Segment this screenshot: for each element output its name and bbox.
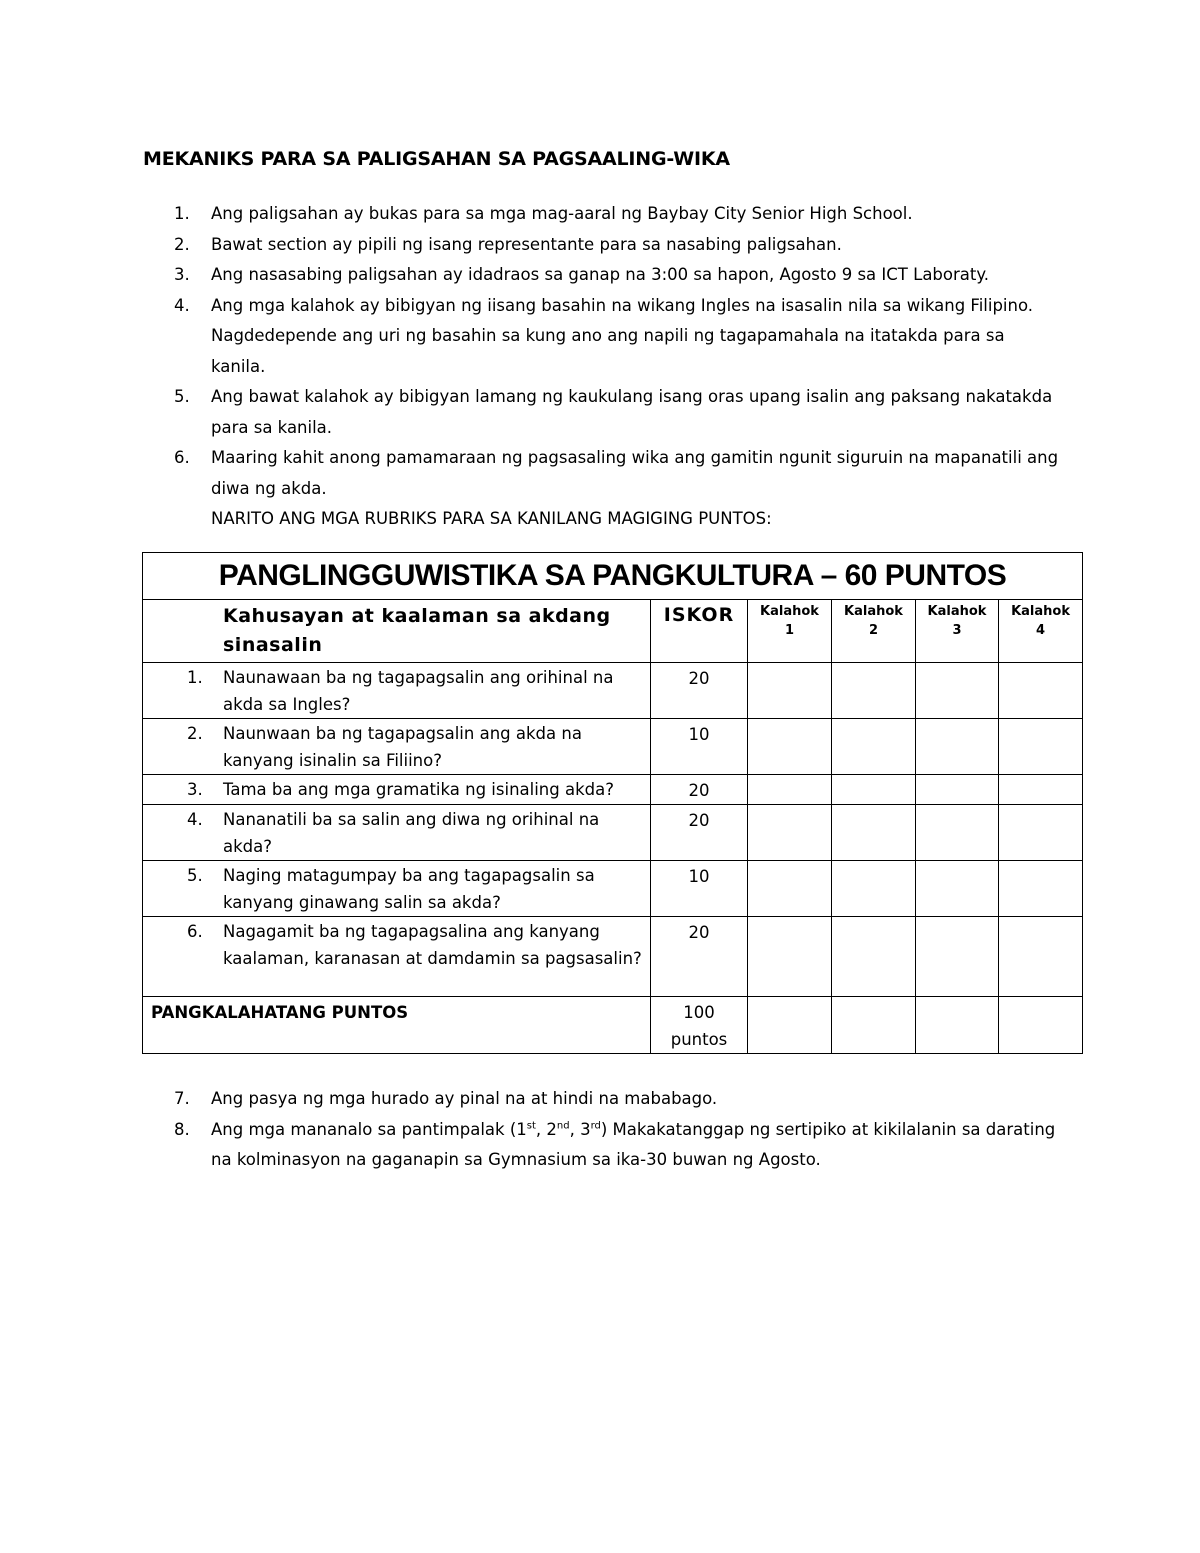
score-cell: 10: [651, 861, 748, 917]
total-score-cell: [651, 997, 748, 1054]
kalahok-1-header: [748, 600, 832, 663]
table-row: [143, 719, 1083, 775]
criterion-text: Nagagamit ba ng tagapagsalina ang kanyang kaalaman, karanasan at damdamin sa pagsasalin?: [223, 922, 642, 968]
rules-list-part1: [143, 199, 1063, 535]
kalahok-3-total-input[interactable]: [916, 997, 999, 1054]
rule-text-start: Ang mga mananalo sa pantimpalak (1: [211, 1119, 527, 1139]
kalahok-2-header: [832, 600, 916, 663]
score-cell: 20: [651, 775, 748, 805]
total-score-unit: puntos: [670, 1030, 728, 1049]
kalahok-4-score-input[interactable]: [999, 805, 1083, 861]
kalahok-3-score-input[interactable]: [916, 805, 999, 861]
kalahok-4-score-input[interactable]: [999, 719, 1083, 775]
kalahok-2-score-input[interactable]: [832, 917, 916, 997]
kalahok-4-score-input[interactable]: [999, 861, 1083, 917]
criterion-number: 1.: [187, 668, 203, 687]
kalahok-word: Kalahok: [760, 604, 819, 619]
criterion-cell: [143, 775, 651, 805]
kalahok-word: Kalahok: [1011, 604, 1070, 619]
rule-item-3: [143, 260, 1063, 291]
criterion-number: 6.: [187, 922, 203, 941]
rubric-table: [142, 552, 1083, 1054]
rubric-header-row: [143, 600, 1083, 663]
kalahok-4-header: [999, 600, 1083, 663]
kalahok-number: 1: [784, 623, 795, 638]
table-row: [143, 805, 1083, 861]
table-row: [143, 775, 1083, 805]
rule-text: Ang nasasabing paligsahan ay idadraos sa ganap na 3:00 sa hapon, Agosto 9 sa ICT Laboraty.: [211, 265, 990, 284]
criterion-text: Nananatili ba sa salin ang diwa ng orihinal na akda?: [223, 810, 600, 856]
score-cell: 20: [651, 663, 748, 719]
ordinal-suffix: st: [526, 1120, 536, 1131]
kalahok-1-score-input[interactable]: [748, 861, 832, 917]
kalahok-4-score-input[interactable]: [999, 775, 1083, 805]
rule-text: Ang mga kalahok ay bibigyan ng iisang basahin na wikang Ingles na isasalin nila sa wikang Filipino. Nagdedepende ang uri ng basahin sa kung ano ang napili ng tagapamahala na itatakda para sa kanila.: [211, 295, 1034, 376]
rule-text: Maaring kahit anong pamamaraan ng pagsasaling wika ang gamitin ngunit siguruin na mapanatili ang diwa ng akda.: [211, 448, 1059, 498]
kalahok-3-score-input[interactable]: [916, 663, 999, 719]
rule-item-1: [143, 199, 1063, 230]
kalahok-word: Kalahok: [927, 604, 987, 619]
rule-number: 6.: [174, 448, 190, 467]
rule-text-end: ) Makakatanggap ng sertipiko at kikilalanin sa darating na kolminasyon na gaganapin sa Gymnasium sa ika-30 buwan ng Agosto.: [211, 1119, 1056, 1169]
kalahok-2-total-input[interactable]: [832, 997, 916, 1054]
kalahok-2-score-input[interactable]: [832, 861, 916, 917]
rule-text: Ang bawat kalahok ay bibigyan lamang ng kaukulang isang oras upang isalin ang paksang nakatakda para sa kanila.: [211, 387, 1053, 437]
kalahok-1-score-input[interactable]: [748, 805, 832, 861]
document-title: MEKANIKS PARA SA PALIGSAHAN SA PAGSAALING-WIKA: [143, 148, 730, 170]
ordinal-suffix: rd: [590, 1120, 601, 1131]
kalahok-3-score-input[interactable]: [916, 861, 999, 917]
rule-item-8: [143, 1115, 1063, 1176]
kalahok-3-score-input[interactable]: [916, 719, 999, 775]
kalahok-4-score-input[interactable]: [999, 663, 1083, 719]
rule-text: Ang paligsahan ay bukas para sa mga mag-aaral ng Baybay City Senior High School.: [211, 204, 913, 223]
score-cell: 20: [651, 805, 748, 861]
total-row: [143, 997, 1083, 1054]
score-cell: 20: [651, 917, 748, 997]
criteria-header: Kahusayan at kaalaman sa akdang sinasalin: [143, 600, 651, 663]
rule-number: 2.: [174, 234, 190, 254]
kalahok-3-header: [916, 600, 999, 663]
kalahok-number: 2: [868, 623, 879, 638]
kalahok-3-score-input[interactable]: [916, 775, 999, 805]
score-cell: 10: [651, 719, 748, 775]
rule-number: 5.: [174, 387, 190, 406]
kalahok-word: Kalahok: [844, 604, 903, 619]
rule-number: 8.: [174, 1119, 190, 1139]
kalahok-4-total-input[interactable]: [999, 997, 1083, 1054]
rule-number: 3.: [174, 265, 190, 284]
table-row: [143, 663, 1083, 719]
criterion-text: Tama ba ang mga gramatika ng isinaling akda?: [223, 780, 614, 799]
kalahok-1-score-input[interactable]: [748, 719, 832, 775]
kalahok-1-score-input[interactable]: [748, 917, 832, 997]
criterion-number: 5.: [187, 866, 203, 885]
kalahok-2-score-input[interactable]: [832, 805, 916, 861]
rule-item-2: [143, 230, 1063, 261]
rule-text: Bawat section ay pipili ng isang representante para sa nasabing paligsahan.: [211, 234, 842, 254]
score-header: ISKOR: [651, 600, 748, 663]
rubric-intro: NARITO ANG MGA RUBRIKS PARA SA KANILANG MAGIGING PUNTOS:: [211, 509, 772, 528]
kalahok-number: 4: [1036, 623, 1046, 638]
ordinal-suffix: nd: [556, 1120, 570, 1131]
rule-item-6: [143, 443, 1063, 504]
kalahok-2-score-input[interactable]: [832, 719, 916, 775]
total-label: PANGKALAHATANG PUNTOS: [143, 997, 651, 1054]
kalahok-3-score-input[interactable]: [916, 917, 999, 997]
rule-text-sep: , 2: [535, 1119, 557, 1139]
kalahok-2-score-input[interactable]: [832, 663, 916, 719]
criterion-number: 2.: [187, 724, 203, 743]
rule-text: [211, 1120, 1055, 1170]
rule-text-sep: , 3: [569, 1119, 591, 1139]
rule-number: 4.: [174, 295, 190, 315]
rule-item-4: [143, 291, 1063, 383]
rule-number: 7.: [174, 1089, 190, 1108]
rubric-title-row: [143, 553, 1083, 600]
criterion-number: 3.: [187, 780, 203, 799]
rule-text: Ang pasya ng mga hurado ay pinal na at hindi na mababago.: [211, 1089, 718, 1108]
kalahok-1-total-input[interactable]: [748, 997, 832, 1054]
criterion-cell: [143, 805, 651, 861]
criterion-text: Naunawaan ba ng tagapagsalin ang orihinal na akda sa Ingles?: [223, 668, 614, 714]
criterion-text: Naging matagumpay ba ang tagapagsalin sa kanyang ginawang salin sa akda?: [223, 866, 595, 912]
criterion-cell: [143, 663, 651, 719]
rule-number: 1.: [174, 204, 190, 223]
rule-item-5: [143, 382, 1063, 443]
criterion-text: Naunwaan ba ng tagapagsalin ang akda na kanyang isinalin sa Filiino?: [223, 724, 582, 770]
rules-list-part2: [143, 1084, 1063, 1176]
rule-item-7: [143, 1084, 1063, 1115]
criterion-cell: [143, 917, 651, 997]
rubric-title: PANGLINGGUWISTIKA SA PANGKULTURA – 60 PUNTOS: [143, 553, 1083, 600]
criterion-cell: [143, 719, 651, 775]
kalahok-1-score-input[interactable]: [748, 663, 832, 719]
total-score-value: 100: [683, 1003, 715, 1022]
kalahok-2-score-input[interactable]: [832, 775, 916, 805]
table-row: [143, 917, 1083, 997]
kalahok-4-score-input[interactable]: [999, 917, 1083, 997]
kalahok-1-score-input[interactable]: [748, 775, 832, 805]
criterion-number: 4.: [187, 810, 203, 829]
table-row: [143, 861, 1083, 917]
criterion-cell: [143, 861, 651, 917]
kalahok-number: 3: [952, 623, 962, 638]
